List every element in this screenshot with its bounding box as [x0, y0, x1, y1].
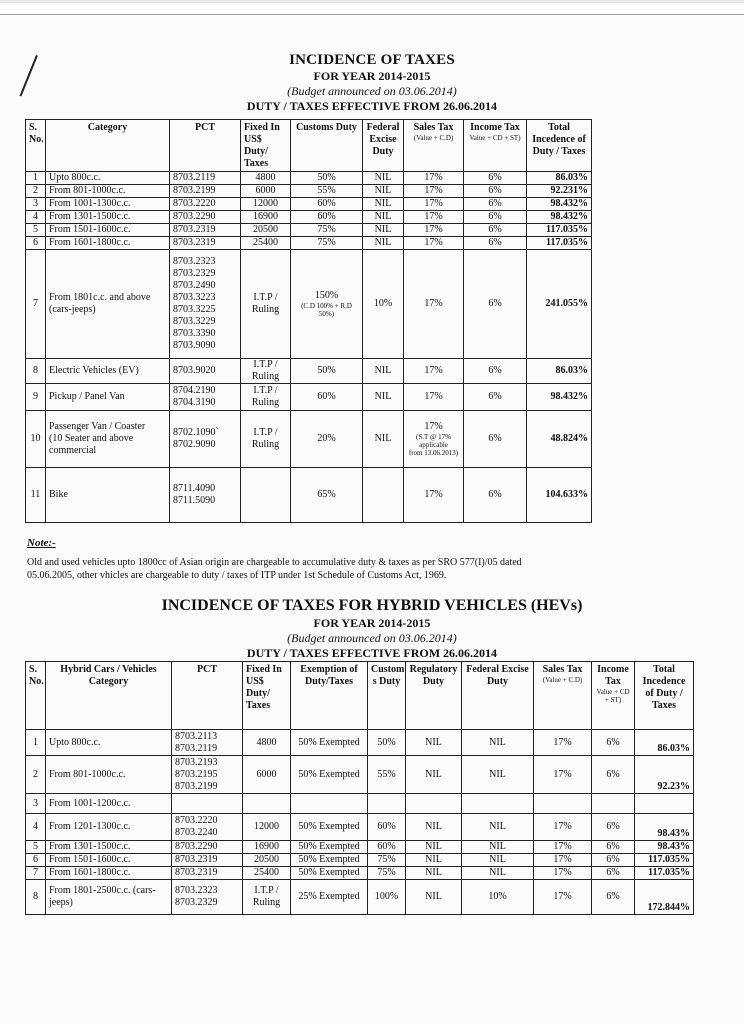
- row-regulatory: NIL: [406, 814, 462, 841]
- header-sno: S. No.: [26, 120, 46, 172]
- header-income-sub: Value + CD + ST): [469, 134, 521, 142]
- row-exemption: 50% Exempted: [291, 854, 368, 867]
- row-total: 117.035%: [635, 854, 694, 867]
- note-text: Old and used vehicles upto 1800cc of Asian origin are chargeable to accumulative duty & taxes as per SRO 577(I)/05 dated 05.06.2005, other vhicles are chargeable to duty / taxes of ITP under 1st Schedule of Customs Act, 1969.: [27, 557, 522, 581]
- row-category: From 801-1000c.c.: [46, 185, 170, 198]
- row-fixed: 25400: [241, 237, 291, 250]
- row-sno: 1: [26, 172, 46, 185]
- row-fed: NIL: [462, 867, 534, 880]
- row-income: 6%: [592, 730, 635, 756]
- header-total: Total Incedence of Duty / Taxes: [635, 662, 694, 730]
- row-fed: NIL: [363, 411, 404, 468]
- row-pct: [172, 814, 243, 841]
- row-customs: 55%: [291, 185, 363, 198]
- table-row: [26, 224, 592, 237]
- row-regulatory: [406, 794, 462, 814]
- row-fixed: 4800: [243, 730, 291, 756]
- category-line: (cars-jeeps): [49, 304, 96, 315]
- row-total: 98.432%: [527, 384, 592, 411]
- row-fixed: [241, 250, 291, 359]
- fixed-line: Ruling: [251, 439, 280, 450]
- pct-line: 8703.2199: [175, 780, 218, 792]
- pct-line: 8703.2490: [173, 280, 216, 291]
- category-line: jeeps): [49, 897, 73, 908]
- category-line: (10 Seater and above: [49, 433, 134, 444]
- row-sales: 17%: [404, 384, 464, 411]
- category-line: Passenger Van / Coaster: [49, 421, 146, 432]
- row-sno: 3: [26, 794, 46, 814]
- pct-line: 8703.3390: [173, 328, 216, 339]
- row-sales: 17%: [404, 224, 464, 237]
- category-line: commercial: [49, 445, 97, 456]
- row-sno: 8: [26, 880, 46, 915]
- row-customs: [368, 794, 406, 814]
- row-pct: 8703.2290: [170, 211, 241, 224]
- pct-line: 8703.3223: [173, 292, 216, 303]
- customs-note: (C.D 100% + R.D 50%): [301, 302, 352, 318]
- row-fixed: [241, 411, 291, 468]
- header-category: Category: [46, 120, 170, 172]
- category-line: From 1801c.c. and above: [49, 292, 151, 303]
- table-row: [26, 756, 694, 794]
- row-pct: 8703.2319: [170, 224, 241, 237]
- row-fed: NIL: [363, 198, 404, 211]
- header-income-label: Income Tax: [470, 122, 520, 133]
- row-exemption: [291, 794, 368, 814]
- row-sales: 17%: [404, 468, 464, 523]
- row-pct: [172, 880, 243, 915]
- row-fixed: 25400: [243, 867, 291, 880]
- row-income: 6%: [464, 411, 527, 468]
- sales-note: applicable: [419, 441, 448, 449]
- row-sno: 2: [26, 756, 46, 794]
- row-fixed: [241, 359, 291, 384]
- row-income: 6%: [464, 185, 527, 198]
- row-fed: NIL: [462, 854, 534, 867]
- row-fed: NIL: [462, 730, 534, 756]
- pct-line: 8703.3229: [173, 316, 216, 327]
- row-pct: 8703.2319: [170, 237, 241, 250]
- fixed-line: Ruling: [251, 371, 280, 382]
- table-row: [26, 172, 592, 185]
- row-total: 86.03%: [635, 730, 694, 756]
- row-category: Upto 800c.c.: [46, 172, 170, 185]
- row-pct: [172, 756, 243, 794]
- header-exemption: Exemption of Duty/Taxes: [291, 662, 368, 730]
- table-row: [26, 867, 694, 880]
- pct-line: 8703.2195: [175, 768, 218, 780]
- row-sno: 5: [26, 841, 46, 854]
- pct-line: 8703.2329: [173, 268, 216, 279]
- row-sales: 17%: [534, 867, 592, 880]
- customs-value: 150%: [314, 290, 339, 301]
- header-customs: Custom s Duty: [368, 662, 406, 730]
- row-fed: NIL: [462, 814, 534, 841]
- pct-line: 8703.2319: [175, 854, 218, 865]
- row-total: 98.43%: [635, 841, 694, 854]
- row-pct: 8703.2220: [170, 198, 241, 211]
- row-pct: [170, 411, 241, 468]
- row-total: 104.633%: [527, 468, 592, 523]
- row-category: Bike: [46, 468, 170, 523]
- table-row: [26, 237, 592, 250]
- row-exemption: 25% Exempted: [291, 880, 368, 915]
- row-category: Upto 800c.c.: [46, 730, 172, 756]
- row-customs: [291, 250, 363, 359]
- row-exemption: 50% Exempted: [291, 841, 368, 854]
- header-pct: PCT: [170, 120, 241, 172]
- row-sno: 7: [26, 867, 46, 880]
- row-customs: 75%: [368, 854, 406, 867]
- row-pct-list: [170, 250, 241, 359]
- row-fixed: 16900: [241, 211, 291, 224]
- row-fed: NIL: [462, 756, 534, 794]
- pct-line: 8702.1090`: [173, 427, 219, 438]
- row-sno: 3: [26, 198, 46, 211]
- row-total: 92.23%: [635, 756, 694, 794]
- row-income: 6%: [592, 814, 635, 841]
- row-total: 172.844%: [635, 880, 694, 915]
- row-total: 98.43%: [635, 814, 694, 841]
- row-sales: 17%: [534, 854, 592, 867]
- row-regulatory: NIL: [406, 867, 462, 880]
- header-sno: S. No.: [26, 662, 46, 730]
- section2-title: INCIDENCE OF TAXES FOR HYBRID VEHICLES (HEVs): [161, 597, 583, 614]
- row-sales: 17%: [534, 880, 592, 915]
- header-pct: PCT: [172, 662, 243, 730]
- row-category: From 1001-1300c.c.: [46, 198, 170, 211]
- row-regulatory: NIL: [406, 880, 462, 915]
- row-customs: 75%: [291, 224, 363, 237]
- row-fed: NIL: [462, 841, 534, 854]
- pct-line: 8703.2323: [175, 885, 218, 896]
- pct-line: 8703.2119: [175, 742, 218, 754]
- row-pct: 8703.2199: [170, 185, 241, 198]
- table-row: [26, 384, 592, 411]
- sales-value: 17%: [424, 421, 443, 432]
- table-row: [26, 814, 694, 841]
- row-customs: 50%: [291, 359, 363, 384]
- row-total: 86.03%: [527, 172, 592, 185]
- pct-line: 8711.4090: [173, 483, 216, 494]
- row-sales: 17%: [534, 841, 592, 854]
- row-exemption: 50% Exempted: [291, 756, 368, 794]
- row-category: Electric Vehicles (EV): [46, 359, 170, 384]
- row-category: From 1501-1600c.c.: [46, 224, 170, 237]
- row-income: 6%: [592, 854, 635, 867]
- header-regulatory: Regulatory Duty: [406, 662, 462, 730]
- row-total: 98.432%: [527, 198, 592, 211]
- row-category: From 1601-1800c.c.: [46, 867, 172, 880]
- fixed-line: Ruling: [251, 304, 280, 315]
- row-sno: 4: [26, 211, 46, 224]
- table-row: [26, 411, 592, 468]
- sales-note: (S.T @ 17%: [416, 433, 451, 441]
- table-header-row: [26, 662, 694, 730]
- row-customs: 75%: [368, 867, 406, 880]
- fixed-line: I.T.P /: [253, 359, 278, 370]
- row-sales: 17%: [404, 185, 464, 198]
- table-row: [26, 185, 592, 198]
- header-sales: [404, 120, 464, 172]
- row-income: 6%: [592, 867, 635, 880]
- row-total: 241.055%: [527, 250, 592, 359]
- header-sales-sub: (Value + C.D): [413, 134, 454, 142]
- row-category: From 1001-1200c.c.: [46, 794, 172, 814]
- hybrid-tax-table: [25, 661, 694, 915]
- pct-line: 8703.2220: [175, 815, 218, 826]
- row-fed: NIL: [363, 224, 404, 237]
- sales-note: from 13.06.2013): [408, 449, 459, 457]
- row-pct: 8703.9020: [170, 359, 241, 384]
- row-sales: 17%: [404, 172, 464, 185]
- row-income: 6%: [464, 468, 527, 523]
- row-fixed: 12000: [243, 814, 291, 841]
- header-sales-sub: (Value + C.D): [542, 676, 583, 684]
- section1-effective: DUTY / TAXES EFFECTIVE FROM 26.06.2014: [246, 99, 498, 113]
- row-sno: 4: [26, 814, 46, 841]
- row-sno: 6: [26, 237, 46, 250]
- row-category: From 1301-1500c.c.: [46, 841, 172, 854]
- row-fixed: 16900: [243, 841, 291, 854]
- table-row: [26, 468, 592, 523]
- section2-effective: DUTY / TAXES EFFECTIVE FROM 26.06.2014: [246, 646, 498, 660]
- pct-line: 8703.3225: [173, 304, 216, 315]
- table-row: [26, 794, 694, 814]
- row-fed: [462, 794, 534, 814]
- row-sales: 17%: [534, 730, 592, 756]
- row-regulatory: NIL: [406, 841, 462, 854]
- row-category: From 1201-1300c.c.: [46, 814, 172, 841]
- row-fixed: [241, 468, 291, 523]
- row-pct: [172, 867, 243, 880]
- row-customs: 60%: [368, 841, 406, 854]
- row-customs: 20%: [291, 411, 363, 468]
- row-customs: 55%: [368, 756, 406, 794]
- row-customs: 60%: [291, 211, 363, 224]
- header-fixed: Fixed In US$ Duty/ Taxes: [241, 120, 291, 172]
- scan-line: [0, 14, 744, 15]
- row-customs: 75%: [291, 237, 363, 250]
- row-customs: 50%: [291, 172, 363, 185]
- row-income: 6%: [464, 384, 527, 411]
- row-category: [46, 411, 170, 468]
- section1-title: INCIDENCE OF TAXES: [289, 52, 455, 68]
- row-income: 6%: [464, 211, 527, 224]
- header-total: Total Incedence of Duty / Taxes: [527, 120, 592, 172]
- fixed-line: I.T.P /: [253, 385, 278, 396]
- note-label: Note:-: [27, 537, 56, 549]
- row-exemption: 50% Exempted: [291, 814, 368, 841]
- row-pct: [172, 794, 243, 814]
- row-pct: [170, 384, 241, 411]
- pct-line: 8703.2113: [175, 730, 218, 742]
- row-customs: 50%: [368, 730, 406, 756]
- row-sno: 8: [26, 359, 46, 384]
- row-customs: 60%: [368, 814, 406, 841]
- row-category: Pickup / Panel Van: [46, 384, 170, 411]
- table-row: [26, 211, 592, 224]
- pct-line: 8703.2290: [175, 841, 218, 852]
- row-category: From 801-1000c.c.: [46, 756, 172, 794]
- row-sales: [404, 411, 464, 468]
- row-fed: NIL: [363, 211, 404, 224]
- row-sales: 17%: [404, 211, 464, 224]
- row-category: From 1501-1600c.c.: [46, 854, 172, 867]
- scan-edge: [0, 0, 744, 3]
- row-fed: NIL: [363, 237, 404, 250]
- section1-budget: (Budget announced on 03.06.2014): [287, 84, 457, 98]
- header-sales-label: Sales Tax: [542, 664, 583, 675]
- header-sales: [534, 662, 592, 730]
- section2-budget: (Budget announced on 03.06.2014): [287, 631, 457, 645]
- row-fed: NIL: [363, 185, 404, 198]
- row-sales: 17%: [404, 359, 464, 384]
- header-income-label: Income Tax: [597, 664, 629, 687]
- row-fed: [363, 468, 404, 523]
- row-fixed: 4800: [241, 172, 291, 185]
- row-total: [635, 794, 694, 814]
- row-income: 6%: [464, 224, 527, 237]
- row-total: 92.231%: [527, 185, 592, 198]
- row-income: 6%: [464, 172, 527, 185]
- row-sales: 17%: [404, 198, 464, 211]
- pct-line: 8702.9090: [173, 439, 216, 450]
- row-sales: 17%: [404, 237, 464, 250]
- header-income-sub: Value + CD + ST): [596, 688, 630, 704]
- row-fed: 10%: [363, 250, 404, 359]
- header-income: [592, 662, 635, 730]
- table-row: [26, 198, 592, 211]
- pct-line: 8703.2240: [175, 827, 218, 838]
- row-customs: 100%: [368, 880, 406, 915]
- row-total: 117.035%: [527, 237, 592, 250]
- pct-line: 8703.2329: [175, 897, 218, 908]
- header-category: Hybrid Cars / Vehicles Category: [46, 662, 172, 730]
- section2-year: FOR YEAR 2014-2015: [313, 616, 431, 630]
- row-total: 98.432%: [527, 211, 592, 224]
- row-sales: 17%: [534, 756, 592, 794]
- row-income: 6%: [464, 250, 527, 359]
- row-fed: NIL: [363, 359, 404, 384]
- row-sno: 9: [26, 384, 46, 411]
- row-regulatory: NIL: [406, 854, 462, 867]
- table-row: [26, 359, 592, 384]
- fixed-line: Ruling: [251, 397, 280, 408]
- pct-line: 8704.3190: [173, 397, 216, 408]
- row-sales: [534, 794, 592, 814]
- table-row: [26, 841, 694, 854]
- table-row: [26, 854, 694, 867]
- row-fixed: [243, 794, 291, 814]
- fixed-line: Ruling: [252, 897, 281, 908]
- row-fixed: [241, 384, 291, 411]
- row-sales: 17%: [404, 250, 464, 359]
- row-exemption: 50% Exempted: [291, 867, 368, 880]
- pct-line: 8703.9090: [173, 340, 216, 351]
- row-income: [592, 794, 635, 814]
- row-sno: 2: [26, 185, 46, 198]
- header-fed: Federal Excise Duty: [363, 120, 404, 172]
- header-income: [464, 120, 527, 172]
- row-sno: 5: [26, 224, 46, 237]
- row-total: 117.035%: [635, 867, 694, 880]
- row-sno: 10: [26, 411, 46, 468]
- fixed-line: I.T.P /: [253, 292, 278, 303]
- row-customs: 60%: [291, 384, 363, 411]
- row-fed: 10%: [462, 880, 534, 915]
- pct-line: 8703.2323: [173, 256, 216, 267]
- pct-line: 8703.2193: [175, 756, 218, 768]
- fixed-line: I.T.P /: [254, 885, 279, 896]
- row-total: 48.824%: [527, 411, 592, 468]
- row-sales: 17%: [534, 814, 592, 841]
- row-category: From 1601-1800c.c.: [46, 237, 170, 250]
- fixed-line: I.T.P /: [253, 427, 278, 438]
- row-income: 6%: [464, 359, 527, 384]
- row-fixed: 20500: [243, 854, 291, 867]
- header-fixed: Fixed In US$ Duty/ Taxes: [243, 662, 291, 730]
- row-income: 6%: [592, 841, 635, 854]
- row-category: [46, 880, 172, 915]
- row-sno: 1: [26, 730, 46, 756]
- row-fed: NIL: [363, 172, 404, 185]
- pct-line: 8704.2190: [173, 385, 216, 396]
- row-fixed: 6000: [241, 185, 291, 198]
- row-sno: 6: [26, 854, 46, 867]
- row-fixed: [243, 880, 291, 915]
- row-category: From 1301-1500c.c.: [46, 211, 170, 224]
- row-fixed: 12000: [241, 198, 291, 211]
- header-sales-label: Sales Tax: [413, 122, 454, 133]
- row-sno: 11: [26, 468, 46, 523]
- row-category: [46, 250, 170, 359]
- row-fixed: 20500: [241, 224, 291, 237]
- row-pct: [172, 730, 243, 756]
- row-customs: 60%: [291, 198, 363, 211]
- row-total: 117.035%: [527, 224, 592, 237]
- table-row: [26, 880, 694, 915]
- tax-table: [25, 119, 592, 523]
- row-exemption: 50% Exempted: [291, 730, 368, 756]
- row-pct: [172, 841, 243, 854]
- header-fed: Federal Excise Duty: [462, 662, 534, 730]
- pct-line: 8703.2319: [175, 867, 218, 878]
- header-customs: Customs Duty: [291, 120, 363, 172]
- row-pct: [172, 854, 243, 867]
- row-fixed: 6000: [243, 756, 291, 794]
- row-sno: 7: [26, 250, 46, 359]
- row-income: 6%: [592, 880, 635, 915]
- row-customs: 65%: [291, 468, 363, 523]
- pct-line: 8711.5090: [173, 495, 216, 506]
- table-row: [26, 250, 592, 359]
- table-row: [26, 730, 694, 756]
- row-fed: NIL: [363, 384, 404, 411]
- row-regulatory: NIL: [406, 730, 462, 756]
- row-income: 6%: [464, 237, 527, 250]
- row-pct: [170, 468, 241, 523]
- row-regulatory: NIL: [406, 756, 462, 794]
- row-total: 86.03%: [527, 359, 592, 384]
- row-income: 6%: [464, 198, 527, 211]
- row-pct: 8703.2119: [170, 172, 241, 185]
- category-line: From 1801-2500c.c. (cars-: [49, 885, 156, 896]
- row-income: 6%: [592, 756, 635, 794]
- table-header-row: [26, 120, 592, 172]
- section1-year: FOR YEAR 2014-2015: [313, 69, 431, 83]
